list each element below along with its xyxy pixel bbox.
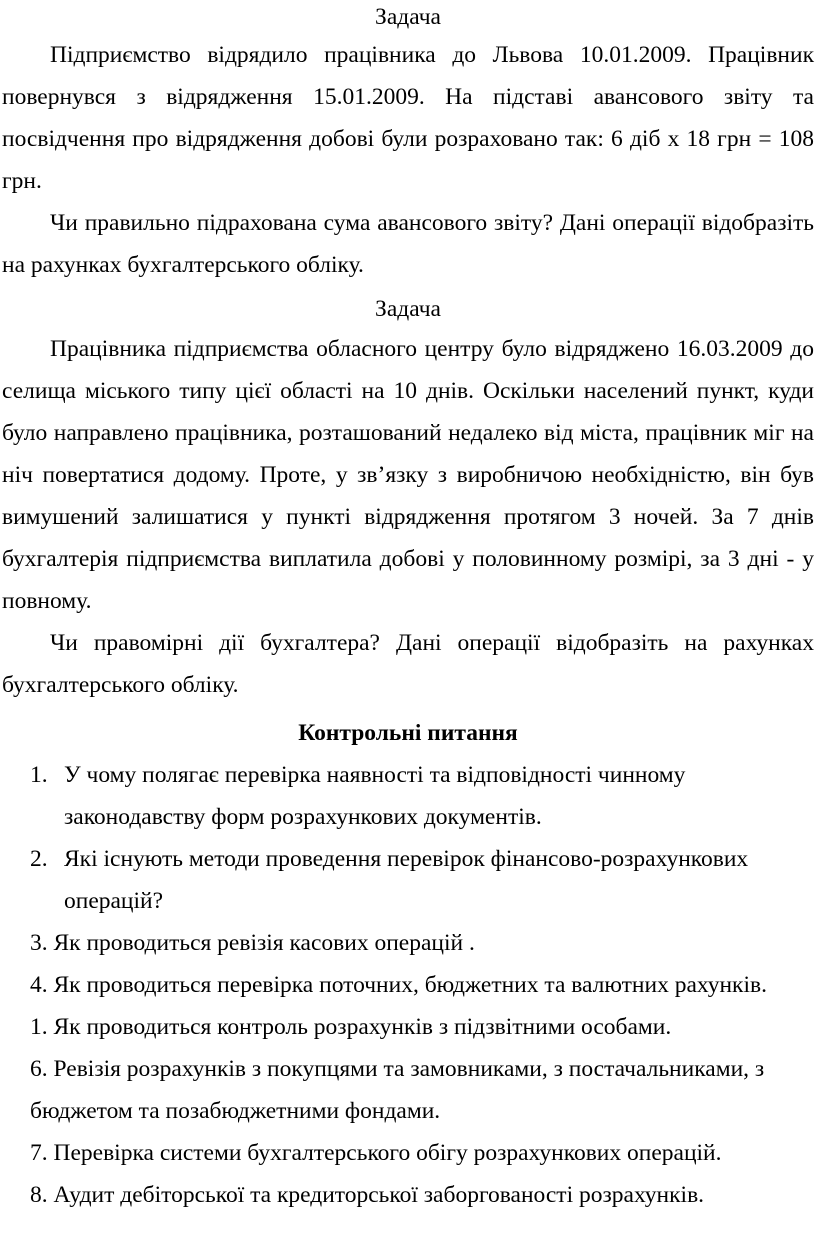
question-text: У чому полягає перевірка наявності та відповідності чинному законодавству форм розрахункових документів. bbox=[64, 762, 686, 830]
question-text: 7. Перевірка системи бухгалтерського обігу розрахункових операцій. bbox=[30, 1140, 722, 1166]
task2-paragraph-2: Чи правомірні дії бухгалтера? Дані операції відобразіть на рахунках бухгалтерського обліку. bbox=[2, 630, 814, 698]
question-text: 8. Аудит дебіторської та кредиторської заборгованості розрахунків. bbox=[30, 1182, 705, 1208]
question-text: Які існують методи проведення перевірок фінансово-розрахункових операцій? bbox=[64, 846, 749, 914]
questions-title: Контрольні питання bbox=[298, 720, 518, 746]
task1-title: Задача bbox=[375, 4, 441, 30]
question-item bbox=[2, 1048, 814, 1132]
question-text: 3. Як проводиться ревізія касових операцій . bbox=[30, 930, 475, 956]
task2-paragraph-1: Працівника підприємства обласного центру було відряджено 16.03.2009 до селища міського типу цієї області на 10 днів. Оскільки населений пункт, куди було направлено працівника, розташований недалеко від міста, працівник міг на ніч повертатися додому. Проте, у зв’язку з виробничою необхідністю, він був вимушений залишатися у пункті відрядження протягом 3 ночей. За 7 днів бухгалтерія підприємства виплатила добові у половинному розмірі, за 3 дні - у повному. bbox=[2, 336, 814, 614]
question-number: 2. bbox=[30, 846, 48, 872]
question-item bbox=[2, 754, 814, 838]
task1-paragraph-2: Чи правильно підрахована сума авансового звіту? Дані операції відобразіть на рахунках бухгалтерського обліку. bbox=[2, 210, 814, 278]
questions-list bbox=[2, 754, 814, 1216]
question-item bbox=[2, 1132, 814, 1174]
question-item bbox=[2, 1006, 814, 1048]
question-item bbox=[2, 838, 814, 922]
question-text: 4. Як проводиться перевірка поточних, бюджетних та валютних рахунків. bbox=[30, 972, 767, 998]
question-number: 1. bbox=[30, 762, 48, 788]
question-item bbox=[2, 1174, 814, 1216]
task2-title: Задача bbox=[375, 296, 441, 322]
question-text: 1. Як проводиться контроль розрахунків з підзвітними особами. bbox=[30, 1014, 672, 1040]
question-item bbox=[2, 922, 814, 964]
task1-paragraph-1: Підприємство відрядило працівника до Львова 10.01.2009. Працівник повернувся з відрядження 15.01.2009. На підставі авансового звіту та посвідчення про відрядження добові були розраховано так: 6 діб х 18 грн = 108 грн. bbox=[2, 42, 814, 194]
question-item bbox=[2, 964, 814, 1006]
question-text: 6. Ревізія розрахунків з покупцями та замовниками, з постачальниками, з бюджетом та позабюджетними фондами. bbox=[30, 1056, 765, 1124]
